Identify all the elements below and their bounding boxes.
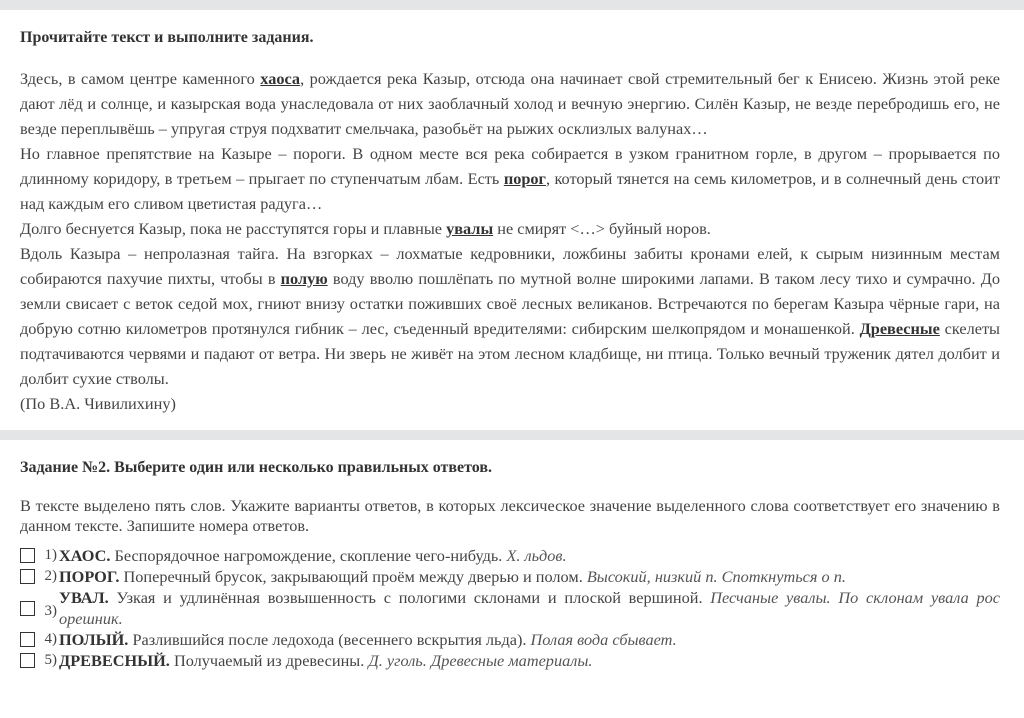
- author-attribution: (По В.А. Чивилихину): [20, 394, 176, 413]
- paragraph-1-part-b: , рождается река Казыр, отсюда она начинает свой стремительный бег к Енисею. Жизнь этой реке дают лёд и солнце, и казырская вода унаследовала от них заоблачный холод и вечную энергию. Силён Казыр, не везде перебродишь его, не везде переплывёшь – упругая струя подхватит смельчака, разобьёт на рыжих осклизлых валунах…: [20, 69, 1001, 138]
- answer-checkbox-1[interactable]: [20, 548, 35, 563]
- answer-number: 3): [44, 603, 57, 619]
- answer-option-2: [20, 566, 1000, 587]
- highlighted-word-uvaly: увалы: [446, 219, 494, 238]
- answer-definition: Разлившийся после ледохода (весеннего вскрытия льда).: [128, 630, 531, 649]
- task-heading: Задание №2. Выберите один или несколько правильных ответов.: [20, 459, 493, 476]
- answer-checkbox-4[interactable]: [20, 632, 35, 647]
- answer-number: 5): [44, 652, 57, 668]
- answer-text: [59, 650, 1000, 671]
- answer-example: Д. уголь. Древесные материалы.: [368, 651, 593, 670]
- paragraph-3-part-a: Долго беснуется Казыр, пока не расступятся горы и плавные: [20, 219, 447, 238]
- reading-text: [20, 66, 1000, 416]
- highlighted-word-porog: порог: [503, 169, 546, 188]
- section-divider: [0, 430, 1024, 440]
- answer-text: [59, 566, 1000, 587]
- answer-example: Х. льдов.: [506, 546, 567, 565]
- answer-example: Песчаные увалы. По склонам увала рос орешник.: [59, 588, 1000, 628]
- answer-checkbox-5[interactable]: [20, 653, 35, 668]
- answer-term: ПОРОГ.: [59, 567, 120, 586]
- paragraph-2: [20, 141, 1000, 216]
- answer-text: [59, 587, 1000, 629]
- answer-definition: Беспорядочное нагромождение, скопление чего-нибудь.: [110, 546, 507, 565]
- answer-term: УВАЛ.: [59, 588, 109, 607]
- answer-term: ДРЕВЕСНЫЙ.: [59, 651, 170, 670]
- top-divider: [0, 0, 1024, 10]
- answer-list: [20, 545, 1000, 671]
- answer-option-3: [20, 587, 1000, 629]
- paragraph-4-part-a: Вдоль Казыра – непролазная тайга. На взгорках – лохматые кедровники, ложбины забиты кронами елей, к сырым низинным местам собираются пахучие пихты, чтобы в: [20, 244, 1000, 288]
- answer-definition: Узкая и удлинённая возвышенность с пологими склонами и плоской вершиной.: [108, 588, 711, 607]
- paragraph-4-part-c: скелеты подтачиваются червями и падают от ветра. Ни зверь не живёт на этом лесном кладбище, ни птица. Только вечный труженик дятел долбит и долбит сухие стволы.: [20, 319, 1000, 388]
- paragraph-1-part-a: Здесь, в самом центре каменного: [20, 69, 261, 88]
- answer-checkbox-2[interactable]: [20, 569, 35, 584]
- answer-text: [59, 545, 1000, 566]
- answer-option-1: [20, 545, 1000, 566]
- paragraph-3: [20, 216, 1000, 241]
- highlighted-word-poluyu: полую: [280, 269, 328, 288]
- answer-example: Полая вода сбывает.: [530, 630, 677, 649]
- reading-section: [20, 28, 1000, 416]
- answer-option-4: [20, 629, 1000, 650]
- answer-definition: Поперечный брусок, закрывающий проём между дверью и полом.: [119, 567, 587, 586]
- answer-example: Высокий, низкий п. Споткнуться о п.: [586, 567, 846, 586]
- paragraph-1: [20, 66, 1000, 141]
- answer-number: 4): [44, 631, 57, 647]
- task-instruction: В тексте выделено пять слов. Укажите варианты ответов, в которых лексическое значение выделенного слова соответствует его значению в данном тексте. Запишите номера ответов.: [20, 496, 1000, 535]
- answer-definition: Получаемый из древесины.: [169, 651, 369, 670]
- answer-checkbox-3[interactable]: [20, 601, 35, 616]
- paragraph-4-part-b: воду вволю пошлёпать по мутной волне широкими лапами. В таком лесу тихо и сумрачно. До земли свисает с веток седой мох, гниют внизу остатки поживших своё лесных великанов. Встречаются по берегам Казыра чёрные гари, на добрую сотню километров протянулся гибник – лес, съеденный вредителями: сибирским шелкопрядом и монашенкой.: [20, 269, 1000, 338]
- answer-text: [59, 629, 1000, 650]
- answer-option-5: [20, 650, 1000, 671]
- paragraph-2-part-a: Но главное препятствие на Казыре – пороги. В одном месте вся река собирается в узком гранитном горле, в другом – прорывается по длинному коридору, в третьем – прыгает по ступенчатым лбам. Есть: [20, 144, 1000, 188]
- paragraph-2-part-b: , который тянется на семь километров, и в солнечный день стоит над каждым его сливом цветистая радуга…: [20, 169, 1001, 213]
- highlighted-word-drevesnye: Древесные: [859, 319, 940, 338]
- answer-number: 1): [44, 547, 57, 563]
- answer-term: ПОЛЫЙ.: [59, 630, 129, 649]
- reading-heading: Прочитайте текст и выполните задания.: [20, 29, 314, 46]
- answer-number: 2): [44, 568, 57, 584]
- paragraph-4: [20, 241, 1000, 391]
- highlighted-word-haos: хаоса: [260, 69, 301, 88]
- paragraph-3-part-b: не смирят <…> буйный норов.: [493, 219, 711, 238]
- task-section: [20, 458, 1000, 671]
- answer-term: ХАОС.: [59, 546, 111, 565]
